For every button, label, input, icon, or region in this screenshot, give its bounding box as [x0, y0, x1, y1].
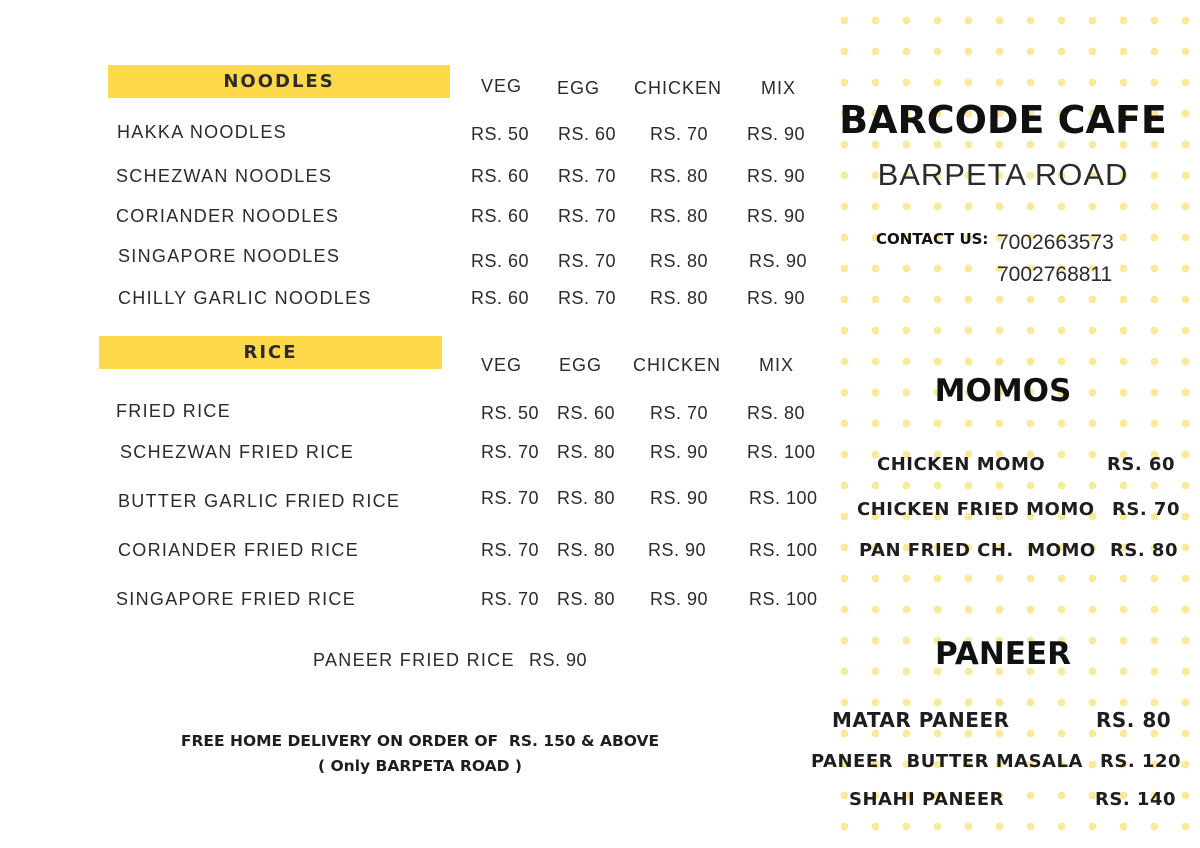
noodles-item-price: RS. 70 — [650, 124, 709, 144]
momo-item-price: RS. 70 — [1112, 499, 1180, 520]
rice-col-egg: EGG — [559, 355, 603, 375]
noodles-item-price: RS. 90 — [749, 251, 808, 271]
rice-item-price: RS. 90 — [650, 488, 709, 508]
rice-item-price: RS. 80 — [557, 442, 616, 462]
noodles-col-mix: MIX — [761, 78, 797, 98]
noodles-col-chicken: CHICKEN — [634, 78, 723, 98]
rice-item-name: BUTTER GARLIC FRIED RICE — [118, 491, 401, 511]
paneer-fried-rice-price: RS. 90 — [529, 650, 588, 670]
noodles-col-veg: VEG — [481, 76, 523, 96]
momo-item-name: CHICKEN MOMO — [877, 454, 1046, 475]
rice-item-price: RS. 80 — [747, 403, 806, 423]
noodles-item-price: RS. 80 — [650, 288, 709, 308]
rice-item-price: RS. 100 — [747, 442, 816, 462]
noodles-item-price: RS. 70 — [558, 166, 617, 186]
noodles-item-price: RS. 70 — [558, 206, 617, 226]
noodles-item-price: RS. 60 — [471, 206, 530, 226]
rice-item-price: RS. 80 — [557, 540, 616, 560]
noodles-item-price: RS. 90 — [747, 206, 806, 226]
paneer-item-price: RS. 140 — [1095, 789, 1177, 810]
delivery-line-2: ( Only BARPETA ROAD ) — [318, 757, 522, 775]
rice-item-price: RS. 70 — [481, 488, 540, 508]
rice-banner — [99, 336, 442, 369]
momo-item-price: RS. 80 — [1110, 540, 1178, 561]
noodles-item-price: RS. 70 — [558, 251, 617, 271]
momo-item-name: CHICKEN FRIED MOMO — [857, 499, 1095, 520]
rice-item-price: RS. 80 — [557, 589, 616, 609]
noodles-item-price: RS. 70 — [558, 288, 617, 308]
delivery-line-1: FREE HOME DELIVERY ON ORDER OF RS. 150 & ABOVE — [180, 732, 660, 750]
rice-item-price: RS. 70 — [481, 589, 540, 609]
noodles-item-price: RS. 90 — [747, 288, 806, 308]
rice-item-price: RS. 90 — [648, 540, 707, 560]
paneer-fried-rice-name: PANEER FRIED RICE — [313, 650, 515, 670]
rice-item-price: RS. 70 — [481, 540, 540, 560]
noodles-item-price: RS. 90 — [747, 124, 806, 144]
rice-item-price: RS. 90 — [650, 442, 709, 462]
noodles-item-name: CHILLY GARLIC NOODLES — [118, 288, 372, 308]
contact-label: CONTACT US: — [876, 230, 989, 248]
rice-item-price: RS. 100 — [749, 589, 818, 609]
noodles-item-name: CORIANDER NOODLES — [116, 206, 340, 226]
rice-item-name: SCHEZWAN FRIED RICE — [120, 442, 355, 462]
rice-item-price: RS. 80 — [557, 488, 616, 508]
noodles-item-price: RS. 60 — [471, 288, 530, 308]
rice-col-mix: MIX — [759, 355, 795, 375]
phone-number: 7002768811 — [997, 263, 1113, 286]
delivery-note — [120, 729, 720, 779]
noodles-item-price: RS. 60 — [471, 251, 530, 271]
paneer-item-price: RS. 80 — [1096, 708, 1172, 732]
rice-item-price: RS. 60 — [557, 403, 616, 423]
noodles-item-name: HAKKA NOODLES — [117, 122, 287, 142]
rice-item-price: RS. 100 — [749, 540, 818, 560]
noodles-title: NOODLES — [223, 71, 335, 92]
noodles-item-price: RS. 80 — [650, 166, 709, 186]
rice-col-chicken: CHICKEN — [633, 355, 722, 375]
momo-item-price: RS. 60 — [1107, 454, 1175, 475]
noodles-col-egg: EGG — [557, 78, 601, 98]
noodles-item-price: RS. 50 — [471, 124, 530, 144]
noodles-item-price: RS. 90 — [747, 166, 806, 186]
cafe-name: BARCODE CAFE — [839, 98, 1167, 142]
rice-item-price: RS. 70 — [650, 403, 709, 423]
rice-item-price: RS. 90 — [650, 589, 709, 609]
phone-number: 7002663573 — [997, 231, 1114, 254]
noodles-item-name: SCHEZWAN NOODLES — [116, 166, 333, 186]
rice-item-name: CORIANDER FRIED RICE — [118, 540, 360, 560]
noodles-item-price: RS. 60 — [558, 124, 617, 144]
noodles-item-name: SINGAPORE NOODLES — [118, 246, 341, 266]
rice-item-price: RS. 100 — [749, 488, 818, 508]
rice-item-name: FRIED RICE — [116, 401, 232, 421]
paneer-item-price: RS. 120 — [1100, 751, 1182, 772]
paneer-title: PANEER — [934, 636, 1072, 672]
rice-item-price: RS. 70 — [481, 442, 540, 462]
noodles-item-price: RS. 80 — [650, 206, 709, 226]
paneer-item-name: PANEER BUTTER MASALA — [811, 751, 1083, 772]
rice-item-name: SINGAPORE FRIED RICE — [116, 589, 357, 609]
noodles-banner — [108, 65, 450, 98]
momos-title: MOMOS — [934, 373, 1072, 409]
rice-col-veg: VEG — [481, 355, 523, 375]
paneer-item-name: MATAR PANEER — [832, 708, 1010, 732]
rice-title: RICE — [243, 342, 298, 363]
noodles-item-price: RS. 80 — [650, 251, 709, 271]
noodles-item-price: RS. 60 — [471, 166, 530, 186]
cafe-location: BARPETA ROAD — [877, 157, 1129, 192]
rice-item-price: RS. 50 — [481, 403, 540, 423]
paneer-item-name: SHAHI PANEER — [849, 789, 1004, 810]
momo-item-name: PAN FRIED CH. MOMO — [859, 540, 1096, 561]
